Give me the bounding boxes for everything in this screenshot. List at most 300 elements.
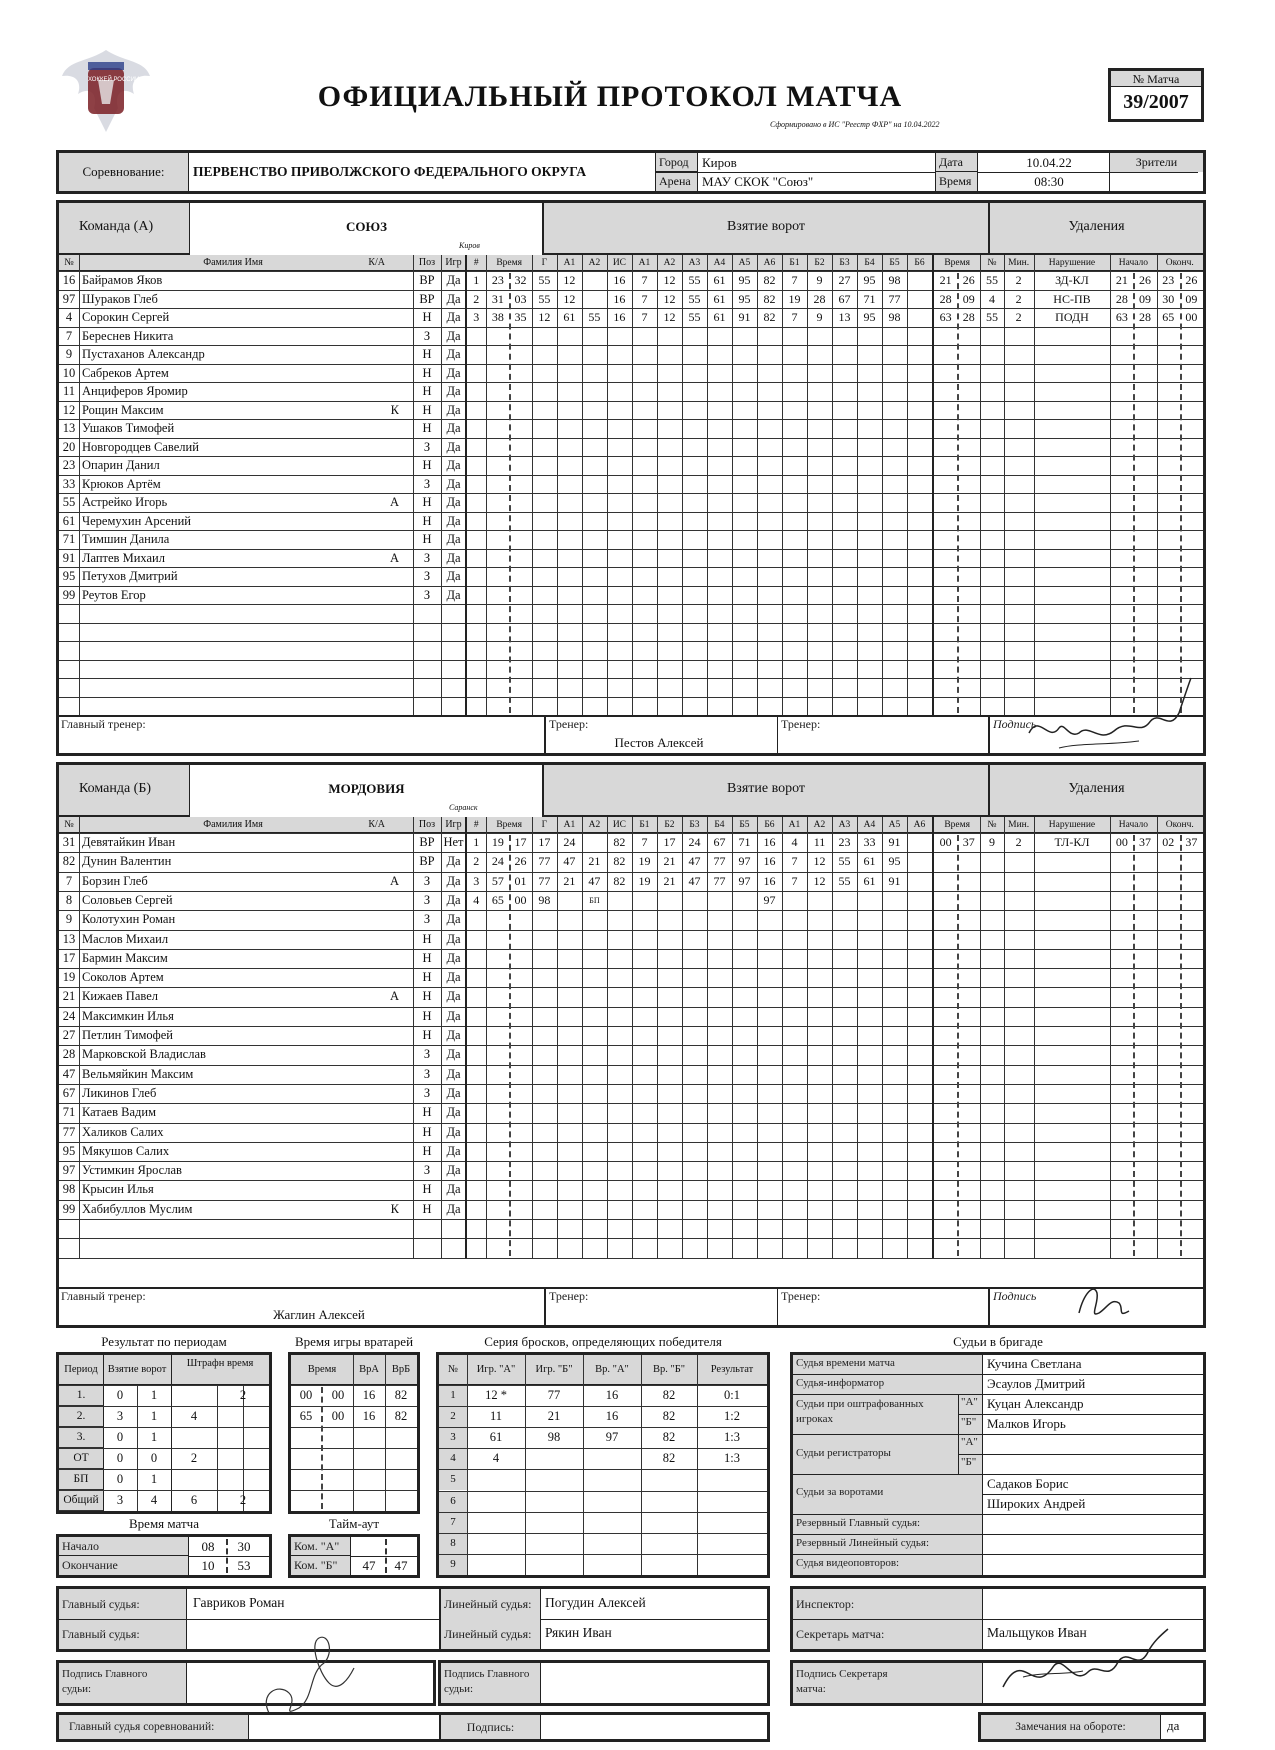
ref-time-label: Судья времени матча: [796, 1357, 895, 1369]
player-number: 82: [62, 854, 76, 869]
player-play: Да: [446, 1028, 461, 1042]
period-goals-b: 1: [150, 1388, 158, 1402]
goalie-b: 82: [394, 1388, 408, 1402]
goal-cell: 55: [688, 310, 701, 324]
time-separator: [957, 835, 959, 1256]
goal-col-header: Время: [496, 258, 523, 268]
team-b-coach2-label: Тренер:: [781, 1289, 821, 1303]
goal-cell: 13: [838, 310, 851, 324]
team-a-grid: [59, 255, 1203, 715]
goal-col-header: ИС: [612, 820, 627, 830]
player-name: Вельмяйкин Максим: [82, 1066, 194, 1081]
pen-col-header: №: [987, 258, 997, 268]
period-pim-a: 6: [190, 1493, 198, 1507]
goal-sec: 01: [514, 873, 527, 888]
row-line: [439, 1491, 767, 1492]
col-play: Игр: [445, 257, 462, 268]
goal-col-header: А1: [788, 820, 801, 830]
grid-col-line: [907, 255, 908, 715]
goal-col-header: Б3: [689, 820, 700, 830]
player-play: Да: [446, 1066, 461, 1081]
player-pos: З: [423, 1085, 431, 1100]
goal-col-header: #: [473, 820, 479, 830]
player-play: Да: [446, 402, 461, 417]
secretary-label: Секретарь матча:: [796, 1627, 885, 1641]
player-number: 67: [62, 1085, 76, 1100]
shootout-cell: 9: [450, 1557, 456, 1570]
remarks-label: Замечания на обороте:: [981, 1715, 1161, 1739]
period-label: БП: [73, 1473, 89, 1485]
player-play: Да: [446, 532, 461, 546]
main-ref-box: [56, 1586, 770, 1652]
player-ka: К: [390, 1201, 399, 1216]
goal-col-header: Б4: [864, 258, 875, 268]
line-ref-2: Рякин Иван: [545, 1625, 612, 1640]
penalty-cell: 26: [1139, 273, 1152, 287]
player-pos: З: [423, 569, 431, 583]
player-number: 23: [62, 458, 76, 472]
player-name: Пустаханов Александр: [82, 347, 205, 361]
shootout-cell: 0:1: [724, 1388, 740, 1402]
goal-cell: 55: [538, 273, 551, 287]
team-b-goals-title: Взятие ворот: [726, 781, 806, 796]
player-name: Катаев Вадим: [82, 1105, 156, 1120]
match-end-m: 53: [237, 1558, 251, 1573]
match-time-title: Время матча: [129, 1516, 199, 1531]
player-number: 16: [62, 273, 76, 287]
team-b-sign-label: Подпись: [993, 1289, 1037, 1303]
goal-col-header: А6: [763, 258, 776, 268]
shootout-table: [436, 1352, 770, 1578]
player-number: 17: [62, 950, 76, 965]
team-b-head-coach-label: Главный тренер:: [61, 1289, 146, 1303]
goal-col-header: Б1: [789, 258, 800, 268]
row-line: [291, 1427, 417, 1428]
penalty-cell: ЗД-КЛ: [1055, 273, 1089, 287]
pen-col-header: №: [987, 820, 997, 830]
goal-col-header: А4: [713, 258, 726, 268]
shootout-cell: 82: [662, 1430, 676, 1445]
goalie-time-title: Время игры вратарей: [294, 1334, 414, 1349]
penalty-cell: 63: [1115, 310, 1128, 324]
player-number: 9: [65, 912, 73, 927]
player-number: 21: [62, 989, 76, 1004]
goal-col-header: Г: [541, 258, 548, 268]
goal-min: 57: [491, 873, 504, 888]
shootout-cell: 21: [547, 1409, 561, 1424]
time-separator: [957, 273, 959, 713]
player-play: Да: [446, 310, 461, 324]
player-number: 97: [62, 291, 76, 306]
team-b-pen-title: Удаления: [1068, 781, 1125, 796]
team-a-city: Киров: [459, 241, 480, 250]
penalty-cell: 55: [985, 310, 998, 324]
player-play: Да: [446, 1182, 461, 1197]
sign-secretary-box: [790, 1660, 1206, 1706]
grid-col-line: [1034, 817, 1035, 1258]
player-pos: Н: [422, 931, 432, 946]
goal-cell: 95: [888, 854, 901, 869]
penalty-cell: 00: [1115, 835, 1128, 849]
player-play: Да: [446, 476, 461, 491]
goalie-min: 00: [299, 1388, 313, 1402]
line-ref-label-2: Линейный судья:: [444, 1627, 532, 1641]
grid-row-line: [59, 1258, 1203, 1259]
city-label: Город: [656, 153, 698, 172]
col-no: №: [64, 819, 74, 830]
match-start-label: Начало: [59, 1537, 189, 1556]
goal-cell: 61: [713, 310, 726, 324]
period-goals-b: 0: [150, 1451, 158, 1465]
goal-col-header: А2: [588, 820, 601, 830]
player-play: Да: [446, 931, 461, 946]
goal-cell: 12: [663, 310, 676, 324]
penalty-cell: 00: [1185, 310, 1198, 324]
ref-reg-label: Судьи регистраторы: [796, 1447, 891, 1459]
goal-cell: 24: [563, 835, 576, 849]
goal-cell: 16: [763, 835, 776, 849]
referees-title: Судьи в бригаде: [953, 1334, 1043, 1349]
player-pos: Н: [422, 1124, 432, 1139]
col-pos: Поз: [418, 819, 436, 830]
player-name: Черемухин Арсений: [82, 513, 191, 528]
team-a-goals-title: Взятие ворот: [726, 219, 806, 234]
row-line: [291, 1490, 417, 1491]
goal-cell: 16: [613, 273, 626, 287]
player-name: Крюков Артём: [82, 476, 161, 491]
goal-col-header: #: [473, 258, 479, 268]
player-number: 91: [62, 550, 76, 565]
team-b-head-coach: Жаглин Алексей: [273, 1307, 365, 1322]
player-name: Соколов Артем: [82, 970, 164, 985]
pen-col-header: Мин.: [1008, 820, 1030, 830]
player-play: Да: [446, 1008, 461, 1023]
player-pos: З: [423, 1047, 431, 1062]
penalty-cell: 23: [1162, 273, 1175, 287]
goal-col-header: А2: [813, 820, 826, 830]
goalie-a: 16: [362, 1409, 376, 1423]
player-play: Да: [446, 495, 461, 509]
team-a-name: СОЮЗ: [346, 219, 387, 234]
goalie-b: 82: [394, 1409, 408, 1423]
player-pos: Н: [422, 421, 432, 435]
player-name: Лаптев Михаил: [82, 550, 165, 565]
player-number: 31: [62, 835, 76, 849]
goal-col-header: А3: [688, 258, 701, 268]
player-pos: Н: [422, 989, 432, 1004]
penalty-cell: 09: [1185, 291, 1198, 306]
shootout-cell: 1:3: [724, 1430, 740, 1445]
goal-cell: 1: [473, 273, 480, 287]
player-number: 19: [62, 970, 76, 985]
goal-col-header: Б4: [714, 820, 725, 830]
player-number: 12: [62, 402, 76, 417]
goal-cell: 55: [538, 291, 551, 306]
grid-col-line: [79, 817, 80, 1258]
goal-sec: 26: [514, 854, 527, 869]
penalty-cell: 21: [939, 273, 952, 287]
player-name: Маслов Михаил: [82, 931, 169, 946]
player-pos: Н: [422, 310, 432, 324]
player-pos: ВР: [419, 854, 435, 869]
goal-cell: 3: [473, 310, 480, 324]
row-line: [439, 1554, 767, 1555]
sign-secretary-label: Подпись Секретаря матча:: [796, 1668, 888, 1695]
periods-col-period: Период: [64, 1364, 98, 1375]
player-name: Тимшин Данила: [82, 532, 170, 546]
goal-cell: 55: [688, 273, 701, 287]
player-number: 55: [62, 495, 76, 509]
player-number: 95: [62, 569, 76, 583]
generated-note: Сформировано в ИС "Реестр ФХР" на 10.04.2022: [770, 120, 940, 129]
player-name: Реутов Егор: [82, 587, 146, 602]
penalty-cell: 26: [1185, 273, 1198, 287]
row-line: [439, 1533, 767, 1534]
goal-cell: 67: [713, 835, 726, 849]
goal-cell: 77: [538, 873, 551, 888]
player-play: Да: [446, 873, 461, 888]
player-number: 13: [62, 931, 76, 946]
period-goals-a: 3: [116, 1409, 124, 1423]
player-play: Да: [446, 439, 461, 454]
penalty-cell: 37: [962, 835, 975, 849]
date-label: Дата: [936, 153, 978, 172]
pen-col-header: Нарушение: [1048, 258, 1096, 268]
goal-cell: 12: [813, 854, 826, 869]
player-number: 99: [62, 1201, 76, 1216]
shootout-cell: 7: [450, 1515, 456, 1528]
logo-text: ХОККЕЙ РОССИИ: [88, 77, 140, 83]
col-ka: К/А: [368, 257, 385, 268]
sign-main-box: [56, 1660, 436, 1706]
player-play: Да: [446, 291, 461, 306]
player-name: Ушаков Тимофей: [82, 421, 175, 435]
player-name: Новгородцев Савелий: [82, 439, 199, 454]
player-name: Петлин Тимофей: [82, 1028, 173, 1042]
ref-pen-label: Судьи при оштрафованных игроках: [796, 1398, 924, 1425]
player-name: Устимкин Ярослав: [82, 1163, 182, 1178]
goal-cell: 21: [588, 854, 601, 869]
city: Киров: [702, 155, 737, 170]
player-name: Сорокин Сергей: [82, 310, 170, 324]
player-pos: З: [423, 439, 431, 454]
period-label: ОТ: [73, 1452, 89, 1464]
goal-cell: 82: [613, 854, 626, 869]
goalie-sec: 00: [331, 1388, 345, 1402]
period-label: 2.: [76, 1410, 86, 1422]
comp-sign-label: Подпись:: [441, 1715, 541, 1739]
ref-pen-b: "Б": [961, 1416, 977, 1428]
penalty-cell: ПОДН: [1055, 310, 1089, 324]
goal-col-header: Б2: [814, 258, 825, 268]
goal-col-header: Б5: [889, 258, 900, 268]
goal-cell: 77: [888, 291, 901, 306]
goal-cell: 77: [713, 873, 726, 888]
goal-col-header: А2: [588, 258, 601, 268]
player-pos: З: [423, 873, 431, 888]
goal-cell: 12: [813, 873, 826, 888]
goal-cell: 7: [641, 273, 648, 287]
player-number: 97: [62, 1163, 76, 1178]
penalty-cell: 65: [1162, 310, 1175, 324]
pen-col-header: Нарушение: [1048, 820, 1096, 830]
player-name: Бармин Максим: [82, 950, 168, 965]
player-pos: Н: [422, 1143, 432, 1158]
goal-cell: 16: [763, 873, 776, 888]
goal-cell: 17: [663, 835, 676, 849]
player-play: Да: [446, 347, 461, 361]
player-pos: Н: [422, 532, 432, 546]
col-play: Игр: [445, 819, 462, 830]
player-pos: Н: [422, 365, 432, 380]
goal-cell: 17: [538, 835, 551, 849]
player-play: Да: [446, 550, 461, 565]
goal-col-header: А6: [913, 820, 926, 830]
goal-min: 24: [491, 854, 504, 869]
pen-col-header: Начало: [1118, 820, 1149, 830]
player-number: 47: [62, 1066, 76, 1081]
player-number: 33: [62, 476, 76, 491]
player-pos: Н: [422, 1182, 432, 1197]
goal-sec: 17: [514, 835, 527, 849]
pen-col-header: Оконч.: [1165, 258, 1194, 268]
shootout-col-header: Игр. "А": [476, 1364, 516, 1375]
goal-cell: 47: [688, 854, 701, 869]
col-pos: Поз: [418, 257, 436, 268]
goal-cell: 91: [888, 873, 901, 888]
sign-line-label: Подпись Главного судьи:: [444, 1668, 530, 1695]
player-play: Да: [446, 854, 461, 869]
goal-cell: БП: [589, 895, 600, 905]
ref-pen-a: "А": [961, 1396, 978, 1408]
player-number: 9: [65, 347, 73, 361]
player-ka: А: [389, 989, 399, 1004]
logo: [58, 42, 154, 142]
player-number: 27: [62, 1028, 76, 1042]
periods-title: Результат по периодам: [101, 1334, 227, 1349]
grid-col-line: [1110, 817, 1111, 1258]
player-pos: ВР: [419, 291, 435, 306]
remarks: да: [1167, 1718, 1180, 1733]
shootout-cell: 3: [450, 1431, 456, 1444]
player-play: Да: [446, 421, 461, 435]
player-pos: Н: [422, 402, 432, 417]
match-start-m: 30: [237, 1539, 251, 1554]
goal-cell: 82: [763, 273, 776, 287]
grid-col-line: [980, 817, 981, 1258]
goal-min: 38: [491, 310, 504, 324]
shootout-cell: 82: [662, 1451, 676, 1466]
goal-cell: 97: [763, 892, 776, 907]
team-b-coach-label: Тренер:: [549, 1289, 589, 1303]
goal-cell: 2: [473, 291, 480, 306]
arena: МАУ СКОК "Союз": [702, 174, 814, 189]
shootout-cell: 61: [489, 1430, 503, 1445]
time-separator: [509, 273, 511, 713]
goal-cell: 77: [538, 854, 551, 869]
goalie-sec: 00: [331, 1409, 345, 1423]
team-a-sign-label: Подпись: [993, 717, 1037, 731]
goal-cell: 97: [738, 854, 751, 869]
player-name: Дунин Валентин: [82, 854, 172, 869]
player-number: 11: [62, 384, 76, 398]
shootout-cell: 4: [450, 1452, 456, 1465]
grid-col-line: [1004, 817, 1005, 1258]
goal-min: 23: [491, 273, 504, 287]
player-pos: З: [423, 328, 431, 343]
player-play: Да: [446, 1143, 461, 1158]
timeout-title: Тайм-аут: [328, 1516, 380, 1531]
goal-cell: 16: [613, 291, 626, 306]
sign-line-box: [438, 1660, 770, 1706]
team-a-head-coach-label: Главный тренер:: [61, 717, 146, 731]
goal-cell: 47: [688, 873, 701, 888]
player-pos: З: [423, 912, 431, 927]
goal-cell: 97: [738, 873, 751, 888]
periods-col-pim: Штрафн время: [186, 1358, 254, 1369]
goal-cell: 95: [738, 273, 751, 287]
player-number: 99: [62, 587, 76, 602]
team-b-grid: [59, 817, 1203, 1287]
timeout-b-m: 47: [362, 1558, 376, 1573]
col-line: [171, 1355, 172, 1511]
match-end-label: Окончание: [59, 1556, 189, 1575]
time-separator: [1180, 273, 1182, 713]
col-line: [385, 1355, 386, 1511]
penalty-cell: 55: [985, 273, 998, 287]
player-number: 7: [65, 873, 73, 888]
competition-label: Соревнование:: [59, 153, 189, 191]
goal-min: 31: [491, 291, 504, 306]
shootout-cell: 82: [662, 1388, 676, 1402]
player-number: 13: [62, 421, 76, 435]
comp-ref-box: [56, 1712, 770, 1742]
goal-cell: 91: [888, 835, 901, 849]
team-a-head-coach: Пестов Алексей: [614, 735, 704, 750]
player-pos: З: [423, 892, 431, 907]
period-label: 1.: [76, 1389, 86, 1401]
goal-cell: 82: [613, 835, 626, 849]
time-separator: [1133, 273, 1135, 713]
ref-reserve-line-label: Резервный Линейный судья:: [796, 1537, 930, 1549]
goal-sec: 35: [514, 310, 527, 324]
player-name: Сабреков Артем: [82, 365, 169, 380]
player-pos: Н: [422, 1201, 432, 1216]
ref-reg-a: "А": [961, 1436, 978, 1448]
ref-time: Кучина Светлана: [987, 1356, 1082, 1371]
ref-goal-2: Широких Андрей: [987, 1496, 1086, 1511]
arena-label: Арена: [656, 172, 698, 191]
info-bar: [56, 150, 1206, 194]
penalty-cell: 2: [1015, 835, 1022, 849]
player-pos: З: [423, 1066, 431, 1081]
goal-cell: 82: [763, 310, 776, 324]
goal-cell: 55: [588, 310, 601, 324]
player-number: 95: [62, 1143, 76, 1158]
col-line: [353, 1355, 354, 1511]
player-pos: З: [423, 1163, 431, 1178]
player-play: Да: [446, 569, 461, 583]
penalty-cell: 37: [1185, 835, 1198, 849]
timeout-table: [288, 1534, 420, 1578]
grid-col-line: [1157, 817, 1158, 1258]
periods-col-goals: Взятие ворот: [107, 1364, 167, 1375]
penalty-cell: 2: [1015, 310, 1022, 324]
player-ka: А: [389, 873, 399, 888]
penalty-cell: 09: [1139, 291, 1152, 306]
goal-cell: 4: [791, 835, 798, 849]
shootout-col-header: Результат: [710, 1364, 754, 1375]
